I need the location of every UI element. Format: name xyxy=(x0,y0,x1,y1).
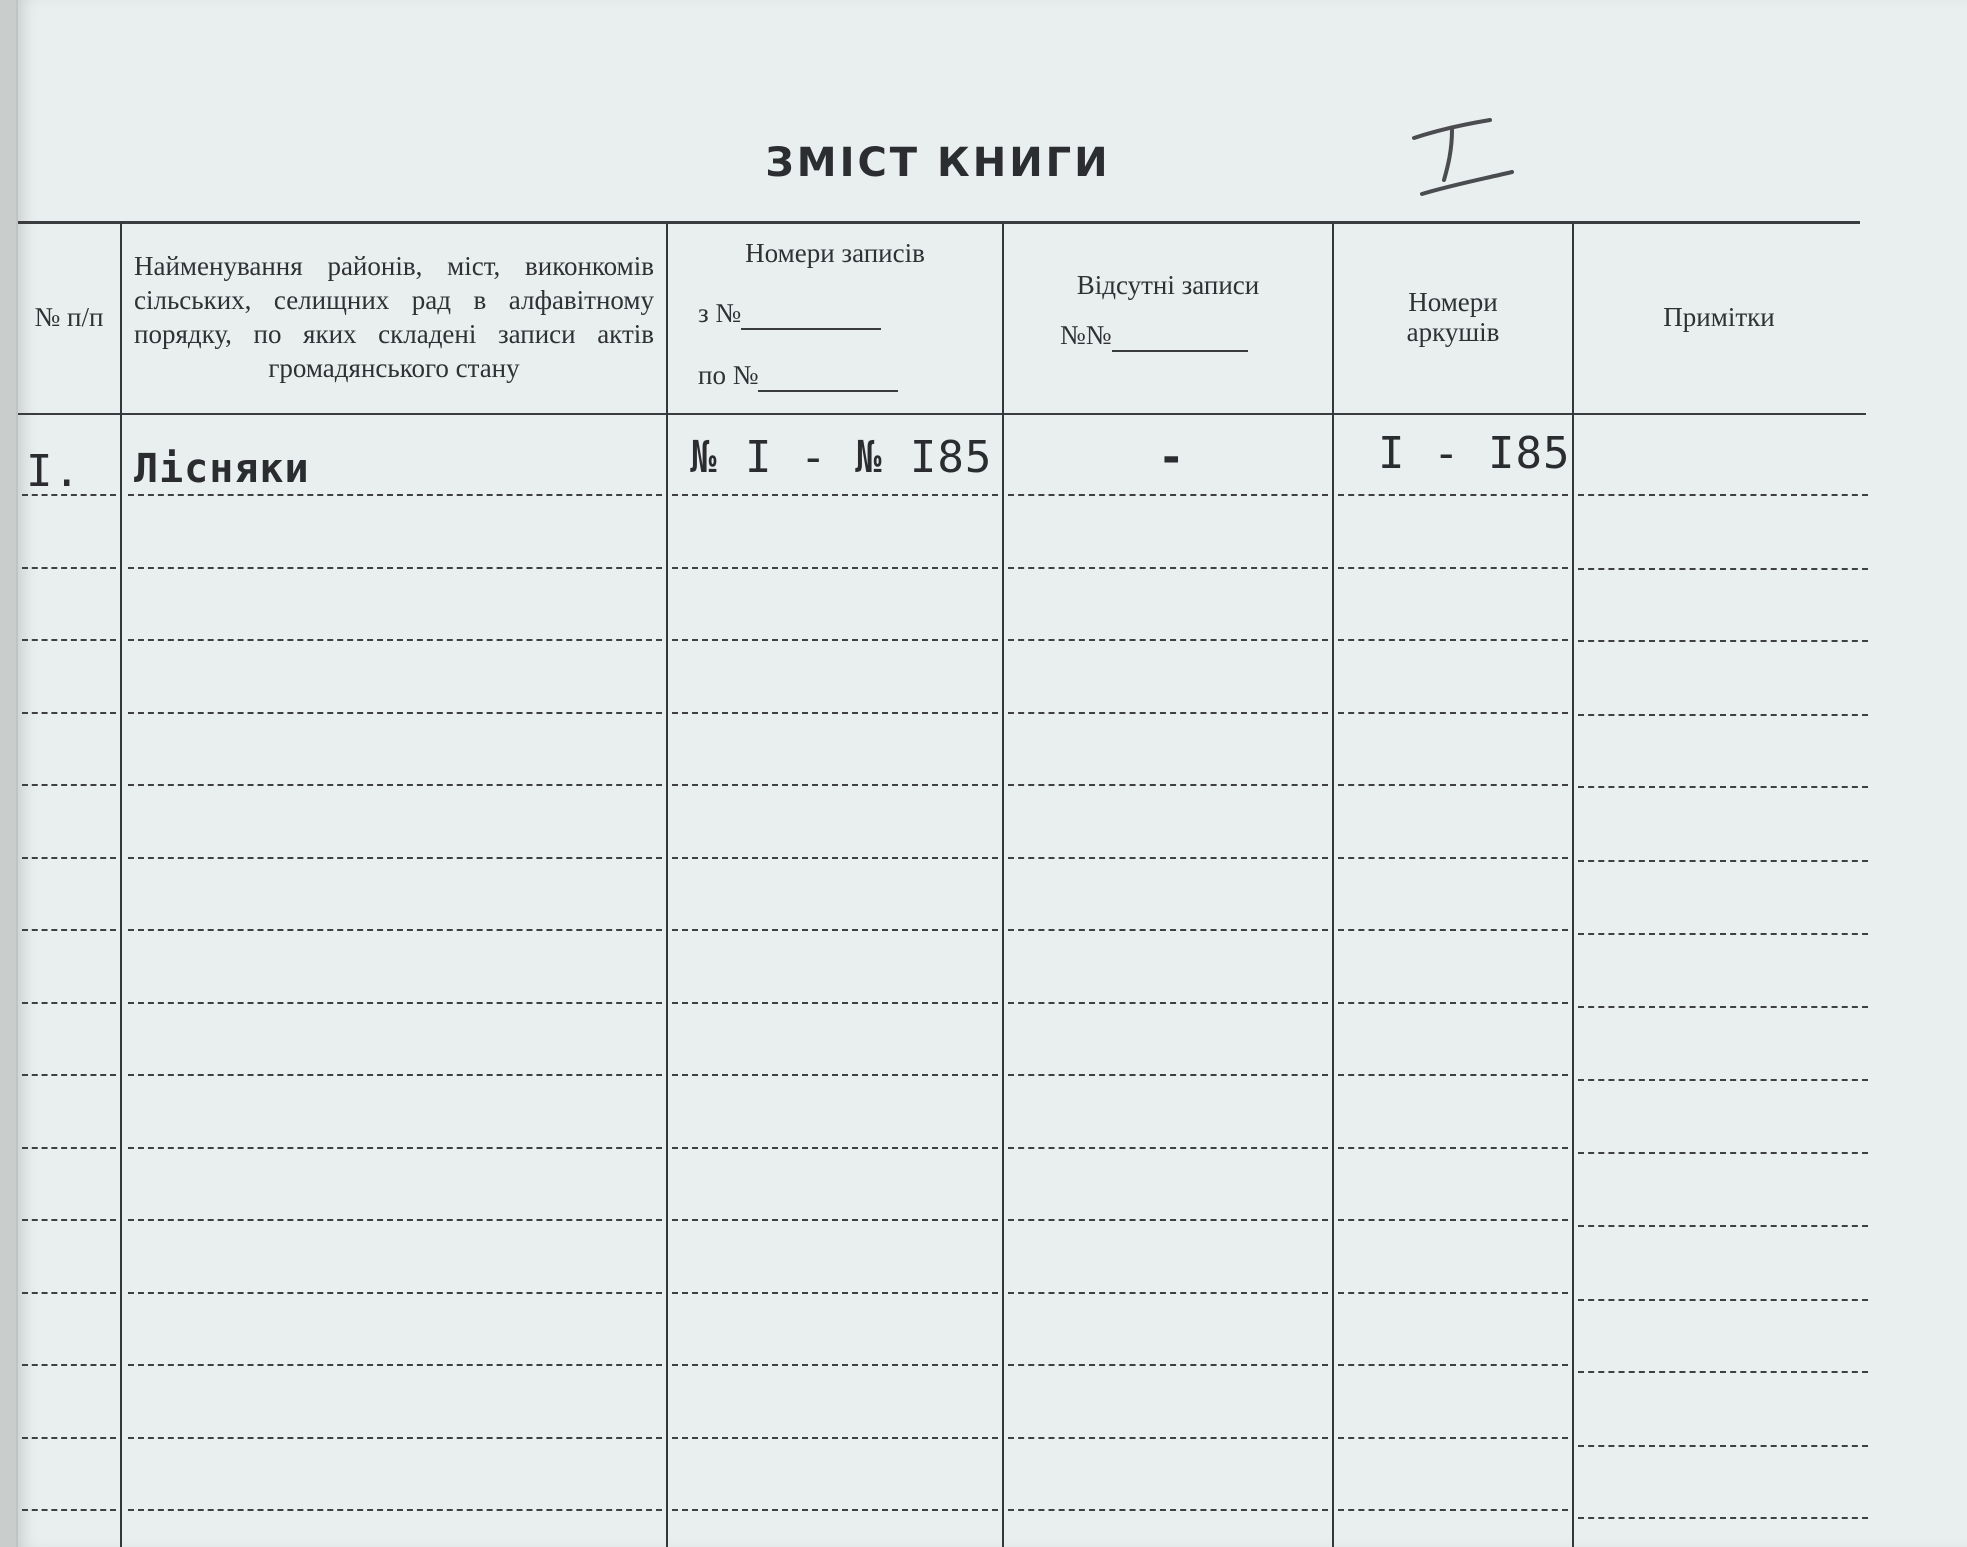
column-divider xyxy=(1002,223,1004,1547)
row-rule xyxy=(672,1219,998,1221)
row-rule xyxy=(1338,1364,1568,1366)
handwritten-volume-mark xyxy=(1408,110,1518,200)
row-rule xyxy=(1578,933,1868,935)
row-rule xyxy=(1578,1371,1868,1373)
row-rule xyxy=(1338,857,1568,859)
header-name: Найменування районів, міст, виконкомів сільських, селищних рад в алфавітному порядку, по яких складені записи актів громадянського стану xyxy=(134,251,654,383)
row-rule xyxy=(672,784,998,786)
row-rule xyxy=(1338,1509,1568,1511)
row-rule xyxy=(1008,1364,1328,1366)
row-rule xyxy=(22,1147,116,1149)
row-rule xyxy=(22,857,116,859)
header-missing-sub: №№ xyxy=(1060,318,1332,352)
row-rule xyxy=(22,929,116,931)
row-rule xyxy=(1338,567,1568,569)
row-rule xyxy=(128,857,662,859)
row-rule xyxy=(1008,1509,1328,1511)
header-records-from: з № xyxy=(698,296,1002,330)
row-rule xyxy=(1578,1299,1868,1301)
row-settlement-name: Лісняки xyxy=(134,446,310,492)
row-rule xyxy=(1338,1292,1568,1294)
row-rule xyxy=(22,567,116,569)
row-rule xyxy=(128,1292,662,1294)
header-records-to: по № xyxy=(698,358,1002,392)
row-rule xyxy=(1338,1219,1568,1221)
row-rule xyxy=(1578,1225,1868,1227)
row-rule xyxy=(128,1364,662,1366)
row-rule xyxy=(128,494,662,496)
row-rule xyxy=(672,1002,998,1004)
row-rule xyxy=(672,1074,998,1076)
row-rule xyxy=(1578,860,1868,862)
header-notes: Примітки xyxy=(1663,302,1775,332)
row-rule xyxy=(22,712,116,714)
row-rule xyxy=(22,1002,116,1004)
row-rule xyxy=(1338,1437,1568,1439)
row-rule xyxy=(1578,568,1868,570)
row-rule xyxy=(672,1147,998,1149)
header-sheet-numbers: Номери аркушів xyxy=(1406,287,1500,347)
row-rule xyxy=(1338,1074,1568,1076)
row-rule xyxy=(128,1509,662,1511)
row-rule xyxy=(1008,1292,1328,1294)
row-rule xyxy=(1578,1152,1868,1154)
column-divider xyxy=(1572,223,1574,1547)
row-rule xyxy=(1578,714,1868,716)
row-rule xyxy=(672,1509,998,1511)
row-rule xyxy=(1578,1517,1868,1519)
row-rule xyxy=(1338,1002,1568,1004)
row-rule xyxy=(1008,1147,1328,1149)
row-rule xyxy=(1578,640,1868,642)
row-rule xyxy=(22,1364,116,1366)
row-rule xyxy=(1008,857,1328,859)
row-rule xyxy=(672,1437,998,1439)
row-rule xyxy=(1578,1079,1868,1081)
row-rule xyxy=(1008,494,1328,496)
row-rule xyxy=(672,567,998,569)
row-rule xyxy=(22,1509,116,1511)
row-rule xyxy=(1578,1006,1868,1008)
row-rule xyxy=(128,1002,662,1004)
column-divider xyxy=(666,223,668,1547)
row-missing-records: - xyxy=(1158,432,1186,483)
row-rule xyxy=(1008,1002,1328,1004)
row-rule xyxy=(1008,1219,1328,1221)
row-rule xyxy=(672,712,998,714)
row-rule xyxy=(1008,1437,1328,1439)
row-rule xyxy=(1338,784,1568,786)
column-divider xyxy=(1332,223,1334,1547)
header-missing-records xyxy=(1004,222,1332,412)
column-divider xyxy=(120,223,122,1547)
row-number: I. xyxy=(26,446,81,497)
row-rule xyxy=(128,929,662,931)
row-rule xyxy=(672,929,998,931)
row-rule xyxy=(22,784,116,786)
row-rule xyxy=(1008,929,1328,931)
row-rule xyxy=(22,1292,116,1294)
row-rule xyxy=(1338,494,1568,496)
row-record-numbers: № I - № I85 xyxy=(690,432,993,483)
row-rule xyxy=(1578,786,1868,788)
header-record-numbers-title: Номери записів xyxy=(745,238,925,268)
row-rule xyxy=(1008,712,1328,714)
table-header-rule xyxy=(18,413,1866,415)
row-rule xyxy=(128,712,662,714)
row-rule xyxy=(1008,639,1328,641)
row-rule xyxy=(1578,1445,1868,1447)
row-rule xyxy=(1338,1147,1568,1149)
row-rule xyxy=(1338,712,1568,714)
row-rule xyxy=(1338,929,1568,931)
row-rule xyxy=(22,639,116,641)
header-number: № п/п xyxy=(34,302,104,332)
row-rule xyxy=(672,494,998,496)
row-rule xyxy=(1008,567,1328,569)
row-rule xyxy=(1578,494,1868,496)
row-rule xyxy=(672,1364,998,1366)
row-rule xyxy=(128,784,662,786)
row-rule xyxy=(672,639,998,641)
row-rule xyxy=(1008,1074,1328,1076)
header-missing-title: Відсутні записи xyxy=(1076,270,1260,300)
row-rule xyxy=(128,639,662,641)
row-rule xyxy=(22,1219,116,1221)
row-rule xyxy=(1008,784,1328,786)
row-rule xyxy=(128,567,662,569)
row-rule xyxy=(22,1074,116,1076)
header-record-numbers xyxy=(668,222,1002,412)
row-rule xyxy=(672,857,998,859)
document-page xyxy=(16,0,1967,1547)
row-rule xyxy=(128,1147,662,1149)
row-rule xyxy=(1338,639,1568,641)
row-rule xyxy=(128,1074,662,1076)
row-sheet-numbers: I - I85 xyxy=(1378,428,1571,479)
row-rule xyxy=(672,1292,998,1294)
row-rule xyxy=(22,1437,116,1439)
row-rule xyxy=(128,1437,662,1439)
row-rule xyxy=(22,494,116,496)
row-rule xyxy=(128,1219,662,1221)
page-title: ЗМІСТ КНИГИ xyxy=(765,140,1111,186)
